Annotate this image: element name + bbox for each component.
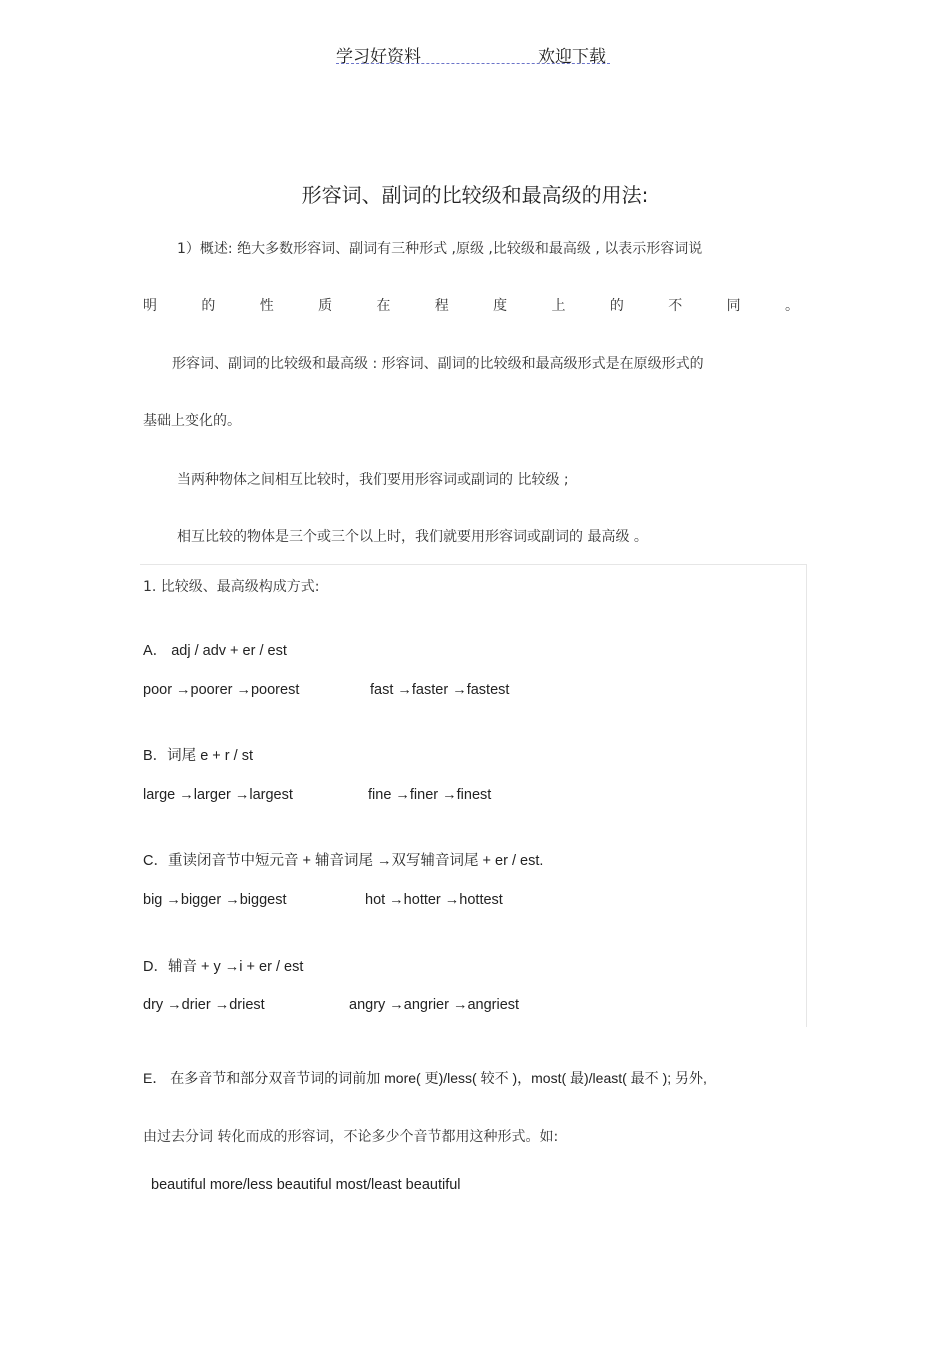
header-right: 欢迎下载 <box>538 47 606 67</box>
intro-char: 不 <box>668 298 683 314</box>
rule-d-example-right: angry →angrier →angriest <box>349 997 520 1013</box>
intro-char: 的 <box>201 298 216 314</box>
rule-b: B．词尾 e + r / st <box>143 748 253 764</box>
intro-char: 同 <box>726 298 741 314</box>
rule-c-example-right: hot →hotter →hottest <box>365 892 503 908</box>
intro-char: 性 <box>259 298 274 314</box>
intro-char: 。 <box>784 298 799 314</box>
intro-line-2 <box>143 295 799 315</box>
rule-a-example-left: poor →poorer →poorest <box>143 682 300 698</box>
rule-b-example-right: fine →finer →finest <box>368 787 492 803</box>
intro-char: 在 <box>376 298 391 314</box>
rule-b-example-left: large →larger →largest <box>143 787 293 803</box>
intro-char: 明 <box>143 298 157 314</box>
page-title: 形容词、副词的比较级和最高级的用法: <box>301 183 649 207</box>
intro-char: 质 <box>318 298 333 314</box>
header-dashed-underline <box>336 63 610 64</box>
rule-d-example-left: dry →drier →driest <box>143 997 265 1013</box>
intro-line-5: 当两种物体之间相互比较时，我们要用形容词或副词的 比较级 ; <box>177 472 569 488</box>
rule-e-example: beautiful more/less beautiful most/least beautiful <box>151 1177 461 1193</box>
intro-line-3: 形容词、副词的比较级和最高级 : 形容词、副词的比较级和最高级形式是在原级形式的 <box>172 356 704 372</box>
intro-char: 度 <box>493 298 508 314</box>
intro-char: 的 <box>609 298 624 314</box>
rule-c-example-left: big →bigger →biggest <box>143 892 287 908</box>
rule-c: C．重读闭音节中短元音 + 辅音词尾 →双写辅音词尾 + er / est. <box>143 853 544 869</box>
rule-e-line-1: E． 在多音节和部分双音节词的词前加 more( 更)/less( 较不 )，most( 最)/least( 最不 ); 另外, <box>143 1070 707 1086</box>
header-left: 学习好资料 <box>336 47 421 67</box>
section1-heading: 1. 比较级、最高级构成方式: <box>143 579 320 595</box>
intro-char: 程 <box>434 298 449 314</box>
intro-line-1: 1）概述: 绝大多数形容词、副词有三种形式 ,原级 ,比较级和最高级 , 以表示形容词说 <box>177 241 703 257</box>
rule-a: A． adj / adv + er / est <box>143 643 287 659</box>
rule-e-line-2: 由过去分词 转化而成的形容词，不论多少个音节都用这种形式。如: <box>143 1129 559 1145</box>
rule-a-example-right: fast →faster →fastest <box>370 682 510 698</box>
intro-char: 上 <box>551 298 566 314</box>
intro-line-6: 相互比较的物体是三个或三个以上时，我们就要用形容词或副词的 最高级 。 <box>177 529 648 545</box>
rule-d: D．辅音 + y →i + er / est <box>143 959 304 975</box>
intro-line-4: 基础上变化的。 <box>143 413 241 429</box>
